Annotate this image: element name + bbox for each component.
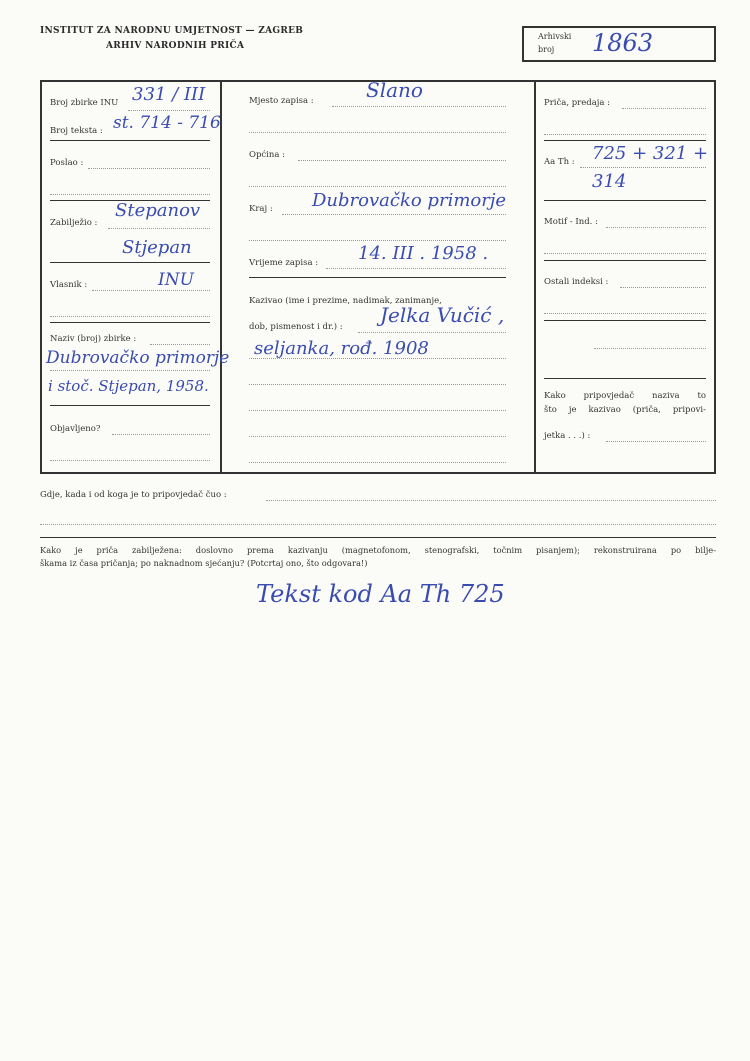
handwritten-note: Tekst kod Aa Th 725: [256, 580, 505, 608]
left-rule-3: [50, 262, 210, 263]
archive-name: ARHIV NARODNIH PRIČA: [106, 41, 245, 51]
prica-line-2: [544, 134, 706, 135]
kazivao-line-4: [249, 410, 506, 411]
kazivao-line-6: [249, 462, 506, 463]
middle-rule-1: [249, 277, 506, 278]
zabiljezio-line-1: [108, 228, 210, 229]
kazivao-line-3: [249, 384, 506, 385]
aath-value-1: 725 + 321 +: [592, 143, 709, 164]
left-rule-4: [50, 322, 210, 323]
zabiljezio-value-2: Stjepan: [122, 237, 192, 258]
prica-line: [622, 108, 706, 109]
aath-label: Aa Th :: [544, 157, 575, 167]
archive-number-value: 1863: [592, 29, 654, 57]
kako-zabiljezena-1: Kako je priča zabilježena: doslovno prema kazivanju (magnetofonom, stenografski, točnim pisanjem); rekonstruirana po bilje-: [40, 545, 716, 555]
kako-label-1: Kako pripovjedač naziva to: [544, 391, 706, 401]
naziv-label: Naziv (broj) zbirke :: [50, 334, 137, 344]
poslao-line-1: [88, 168, 210, 169]
vlasnik-line-2: [50, 316, 210, 317]
archive-number-box: [522, 26, 716, 62]
left-rule-5: [50, 405, 210, 406]
kraj-line: [282, 214, 506, 215]
broj-zbirke-line: [128, 110, 210, 111]
naziv-value-2: i stoč. Stjepan, 1958.: [48, 377, 209, 395]
ostali-label: Ostali indeksi :: [544, 277, 609, 287]
ostali-line-2: [544, 313, 706, 314]
broj-zbirke-value: 331 / III: [132, 84, 206, 105]
vrijeme-line: [326, 268, 506, 269]
kraj-value: Dubrovačko primorje: [312, 190, 507, 211]
kazivao-value-2: seljanka, rođ. 1908: [254, 338, 429, 359]
naziv-value-1: Dubrovačko primorje: [46, 348, 230, 368]
motif-line: [606, 227, 706, 228]
mjesto-label: Mjesto zapisa :: [249, 96, 314, 106]
opcina-label: Općina :: [249, 150, 285, 160]
poslao-line-2: [50, 194, 210, 195]
middle-bottom-rule: [222, 472, 534, 474]
footer-rule: [40, 537, 716, 538]
vlasnik-value: INU: [158, 270, 194, 290]
gdje-line-1: [266, 500, 716, 501]
naziv-line-2: [50, 370, 210, 371]
gdje-label: Gdje, kada i od koga je to pripovjedač čuo :: [40, 490, 227, 500]
motif-label: Motif - Ind. :: [544, 217, 598, 227]
archive-label-2: broj: [538, 45, 555, 54]
motif-line-2: [544, 253, 706, 254]
ostali-line-3: [594, 348, 706, 349]
archive-label-1: Arhivski: [538, 32, 572, 41]
kako-zabiljezena-2: škama iz časa pričanja; po naknadnom sjećanju? (Potcrtaj ono, što odgovara!): [40, 558, 368, 568]
opcina-line: [298, 160, 506, 161]
kazivao-line-1: [358, 332, 506, 333]
vrijeme-value: 14. III . 1958 .: [358, 243, 489, 264]
kazivao-line-2: [249, 358, 506, 359]
right-rule-2: [544, 200, 706, 201]
kako-label-2: što je kazivao (priča, pripovi-: [544, 405, 706, 415]
kazivao-label-2: dob, pismenost i dr.) :: [249, 322, 343, 332]
vlasnik-label: Vlasnik :: [50, 280, 88, 290]
zabiljezio-label: Zabilježio :: [50, 218, 98, 228]
gdje-line-2: [40, 524, 716, 525]
broj-teksta-value: st. 714 - 716: [113, 113, 221, 133]
kazivao-value-1: Jelka Vučić ,: [380, 303, 505, 327]
kraj-line-2: [249, 240, 506, 241]
kazivao-line-5: [249, 436, 506, 437]
poslao-label: Poslao :: [50, 158, 84, 168]
mjesto-line: [332, 106, 506, 107]
mjesto-value: Slano: [366, 78, 423, 102]
kazivao-label-1: Kazivao (ime i prezime, nadimak, zanimanje,: [249, 296, 442, 306]
right-rule-3: [544, 260, 706, 261]
broj-zbirke-label: Broj zbirke INU: [50, 98, 119, 108]
opcina-line-2: [249, 186, 506, 187]
aath-line-1: [580, 167, 706, 168]
aath-value-2: 314: [592, 171, 627, 192]
kako-line: [606, 441, 706, 442]
ostali-line: [620, 287, 706, 288]
objavljeno-line-1: [112, 434, 210, 435]
naziv-line-1: [150, 344, 210, 345]
prica-label: Priča, predaja :: [544, 98, 611, 108]
institute-name: INSTITUT ZA NARODNU UMJETNOST — ZAGREB: [40, 26, 304, 36]
right-rule-1: [544, 140, 706, 141]
kraj-label: Kraj :: [249, 204, 273, 214]
vlasnik-line: [92, 290, 210, 291]
kako-label-3: jetka . . .) :: [544, 431, 591, 441]
vrijeme-label: Vrijeme zapisa :: [249, 258, 319, 268]
objavljeno-line-2: [50, 460, 210, 461]
right-rule-4: [544, 320, 706, 321]
left-rule-1: [50, 140, 210, 141]
zabiljezio-value-1: Stepanov: [115, 200, 201, 221]
broj-teksta-label: Broj teksta :: [50, 126, 103, 136]
objavljeno-label: Objavljeno?: [50, 424, 101, 434]
mjesto-line-2: [249, 132, 506, 133]
right-rule-5: [544, 378, 706, 379]
